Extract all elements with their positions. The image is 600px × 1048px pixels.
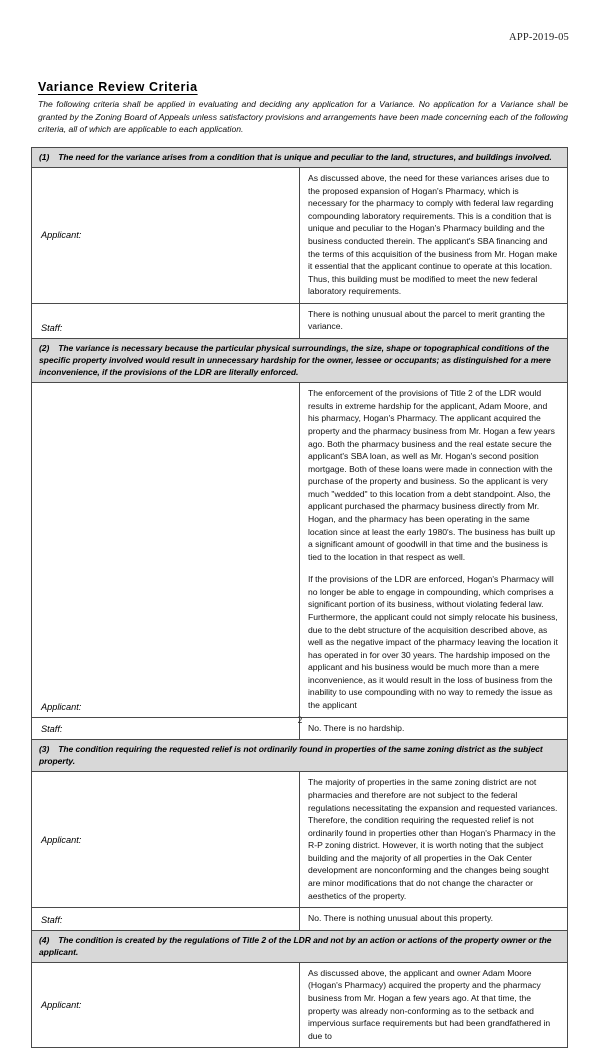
page-title: Variance Review Criteria bbox=[38, 80, 198, 95]
staff-response-row bbox=[32, 908, 568, 931]
response-paragraph: No. There is nothing unusual about this property. bbox=[308, 913, 494, 924]
criterion-heading-row bbox=[32, 339, 568, 383]
applicant-label: Applicant: bbox=[32, 168, 300, 304]
applicant-response-text bbox=[300, 168, 568, 304]
response-paragraph: As discussed above, the applicant and owner Adam Moore (Hogan's Pharmacy) acquired the property and the pharmacy business from Mr. Hogan a few years ago. At that time, the property was already non-conforming as to the setback and impervious surface requirements but had been grandfathered in due to bbox=[308, 967, 551, 1041]
response-paragraph: There is nothing unusual about the parcel to merit granting the variance. bbox=[308, 308, 545, 332]
applicant-label: Applicant: bbox=[32, 772, 300, 908]
staff-label: Staff: bbox=[32, 303, 300, 338]
criterion-heading-row bbox=[32, 740, 568, 772]
response-paragraph: If the provisions of the LDR are enforced, Hogan's Pharmacy will no longer be able to engage in compounding, which comprises a significant portion of its business, without violating federal law. Furthermore, the applicant could not simply relocate his business, due to the debt structure of the acquisition described above, as well as the negative impact of the pharmacy leaving the location it has operated in for over 30 years. The hardship imposed on the applicant and his business would be much more than a mere inconvenience, as it would result in the loss of business from the inability to use compounding with no way to remedy the issue as the applicant bbox=[308, 574, 558, 711]
response-paragraph: No. There is no hardship. bbox=[308, 722, 405, 733]
criterion-number: (2) bbox=[39, 343, 50, 353]
response-paragraph: As discussed above, the need for these variances arises due to the proposed expansion of Hogan's Pharmacy, which is necessary for the pharmacy to comply with federal law regarding compounding laboratory requirements. This is a condition that is unique and peculiar to the Hogan's Pharmacy building and the business conducted therein. The applicant's SBA financing and the terms of this acquisition of the business from Mr. Hogan make it essential that the applicant continue to operate at this location. Thus, this building must be modified to meet the new federal laboratory requirements. bbox=[308, 173, 558, 297]
criterion-number: (1) bbox=[39, 152, 50, 162]
criterion-heading-row bbox=[32, 148, 568, 168]
applicant-response-text bbox=[300, 383, 568, 717]
criterion-number: (3) bbox=[39, 744, 50, 755]
staff-response-text bbox=[300, 908, 568, 931]
staff-response-text bbox=[300, 303, 568, 338]
applicant-response-text bbox=[300, 962, 568, 1047]
criterion-heading-cell bbox=[32, 148, 568, 168]
criterion-number: (4) bbox=[39, 934, 50, 945]
criterion-text: The condition is created by the regulations of Title 2 of the LDR and not by an action or actions of the property owner or the applicant. bbox=[39, 934, 552, 957]
criterion-heading-cell bbox=[32, 339, 568, 383]
applicant-response-row bbox=[32, 168, 568, 304]
criteria-table-body bbox=[32, 148, 568, 1048]
response-paragraph: The enforcement of the provisions of Title 2 of the LDR would results in extreme hardship for the applicant, Adam Moore, and his pharmacy, Hogan's Pharmacy. The applicant acquired the property and the pharmacy business from Mr. Hogan a few years ago. Both the pharmacy business and the real estate secure the applicant's SBA loan, as well as Mr. Hogan's second position mortgage. Both of these loans were made in connection with the purchase of the property and business. So the applicant is very much "wedded" to this location from a debt standpoint. Also, the applicant purchased the pharmacy business directly from Mr. Hogan, and the pharmacy has been operating in the same location since at least the early 1980's. The business has built up a significant amount of goodwill in that time and the business is tied to the location in that respect as well. bbox=[308, 388, 556, 562]
page-number: 2 bbox=[297, 716, 303, 726]
applicant-label: Applicant: bbox=[32, 383, 300, 717]
staff-label: Staff: bbox=[32, 717, 300, 740]
staff-response-row bbox=[32, 303, 568, 338]
document-id-header: APP-2019-05 bbox=[509, 32, 569, 43]
response-paragraph: The majority of properties in the same zoning district are not pharmacies and therefore are not subject to the federal regulations necessitating the expansion and requested variances. Therefore, the condition requiring the requested relief is not ordinarily found in properties other than Hogan's Pharmacy in the R-P zoning district. However, it is worth noting that the subject building and the majority of all properties in the Oak Center development are nonconforming and the changes being sought are minor modifications that do not change the character or aesthetics of the property. bbox=[308, 777, 558, 901]
applicant-response-row bbox=[32, 772, 568, 908]
intro-paragraph: The following criteria shall be applied in evaluating and deciding any application for a Variance. No application for a Variance shall be granted by the Zoning Board of Appeals unless satisfactory provisions and arrangements have been made concerning each of the following criteria, all of which are applicable to each application. bbox=[38, 99, 568, 135]
staff-label: Staff: bbox=[32, 908, 300, 931]
criterion-text: The need for the variance arises from a condition that is unique and peculiar to the land, structures, and buildings involved. bbox=[58, 152, 552, 162]
variance-criteria-table bbox=[31, 147, 568, 1048]
criterion-text: The variance is necessary because the particular physical surroundings, the size, shape or topographical conditions of the specific property involved would result in unnecessary hardship for the owner, lessee or occupants; as distinguished for a mere inconvenience, if the provisions of the LDR are literally enforced. bbox=[39, 343, 551, 378]
criterion-heading-cell bbox=[32, 740, 568, 772]
criterion-text: The condition requiring the requested relief is not ordinarily found in properties of the same zoning district as the subject property. bbox=[39, 744, 543, 767]
applicant-response-row bbox=[32, 962, 568, 1047]
applicant-label: Applicant: bbox=[32, 962, 300, 1047]
applicant-response-text bbox=[300, 772, 568, 908]
criterion-heading-cell bbox=[32, 930, 568, 962]
criterion-heading-row bbox=[32, 930, 568, 962]
applicant-response-row bbox=[32, 383, 568, 717]
